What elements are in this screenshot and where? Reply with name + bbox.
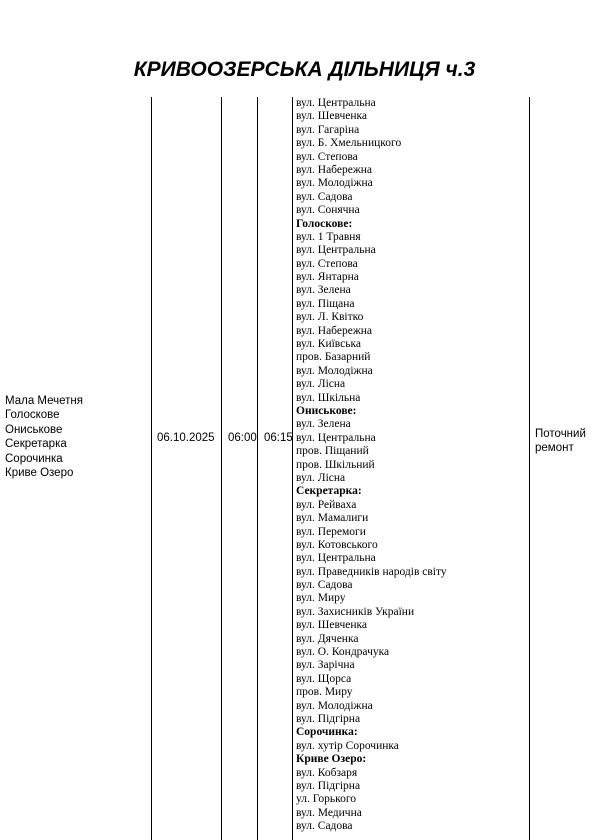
street-item: пров. Піщаний [296,445,369,458]
street-item: вул. Котовського [296,538,378,551]
village-name: Секретарка [5,438,67,451]
village-name: Мала Мечетня [5,395,83,407]
street-item: вул. Центральна [296,97,376,109]
street-item: вул. Набережна [296,163,373,176]
column-divider [151,97,152,840]
village-name: Голоскове [5,409,60,422]
street-item: вул. Степова [296,150,358,163]
street-item: вул. Кобзаря [296,766,358,779]
street-item: вул. Молодіжна [296,177,373,190]
street-item: вул. Молодіжна [296,699,373,712]
reason-line: Поточний [535,428,586,440]
street-item: вул. Зелена [296,284,351,297]
time-start-cell: 06:00 [228,432,257,444]
time-end-cell: 06:15 [264,432,293,444]
street-item: вул. Перемоги [296,525,366,538]
village-name: Криве Озеро [5,466,74,479]
village-name: Ониськове [5,423,63,436]
column-divider [292,97,293,840]
column-divider [529,97,530,840]
street-item: вул. Мамалиги [296,512,369,525]
street-item: вул. Шкільна [296,391,361,404]
reason-line: ремонт [535,442,574,454]
street-item: вул. Медична [296,806,362,819]
street-item: вул. Центральна [296,431,376,444]
villages-cell [5,394,83,480]
street-item: вул. Щорса [296,672,352,685]
column-divider [257,97,258,840]
page-title: КРИВООЗЕРСЬКА ДІЛЬНИЦЯ ч.3 [133,58,476,81]
street-item: вул. Центральна [296,552,376,565]
village-heading: Голоскове: [296,217,353,230]
street-item: вул. Гагаріна [296,123,360,136]
street-item: вул. хутір Сорочинка [296,739,399,752]
street-item: вул. Б. Хмельницкого [296,137,402,150]
street-item: вул. Молодіжна [296,364,373,377]
street-item: вул. Садова [296,579,353,592]
date-cell: 06.10.2025 [157,432,215,444]
street-item: вул. Лісна [296,471,346,484]
street-item: вул. Сонячна [296,204,360,217]
street-item: вул. Л. Квітко [296,311,364,324]
street-item: вул. Захисників України [296,605,415,618]
street-item: вул. Набережна [296,324,373,337]
column-divider [221,97,222,840]
street-item: вул. Центральна [296,244,376,257]
street-item: вул. Лісна [296,378,346,391]
street-item: вул. Рейваха [296,498,357,511]
street-item: пров. Миру [296,686,353,699]
street-item: вул. Степова [296,257,358,270]
street-item: вул. Садова [296,190,353,203]
street-item: вул. Миру [296,592,346,605]
street-item: вул. Підгірна [296,779,361,792]
street-item: вул. Праведників народів світу [296,565,447,578]
street-item: вул. Підгірна [296,712,361,725]
reason-cell [535,427,586,455]
street-item: вул. Янтарна [296,271,359,284]
street-item: пров. Шкільний [296,458,375,471]
street-item: вул. Зелена [296,418,351,431]
street-item: вул. Шевченка [296,619,368,632]
street-item: вул. Дяченка [296,632,359,645]
street-item: вул. Піщана [296,297,355,310]
street-item: вул. 1 Травня [296,230,361,243]
village-heading: Ониськове: [296,404,357,417]
village-heading: Сорочинка: [296,726,358,739]
street-item: ул. Горького [296,793,357,806]
street-item: вул. Садова [296,820,353,833]
street-item: вул. Київська [296,338,362,351]
village-heading: Криве Озеро: [296,753,367,766]
street-item: вул. Зарічна [296,659,355,672]
village-name: Сорочинка [5,452,63,465]
streets-cell [296,97,447,833]
street-item: вул. Шевченка [296,110,368,123]
street-item: вул. О. Кондрачука [296,646,390,659]
street-item: пров. Базарний [296,351,371,364]
village-heading: Секретарка: [296,485,362,498]
